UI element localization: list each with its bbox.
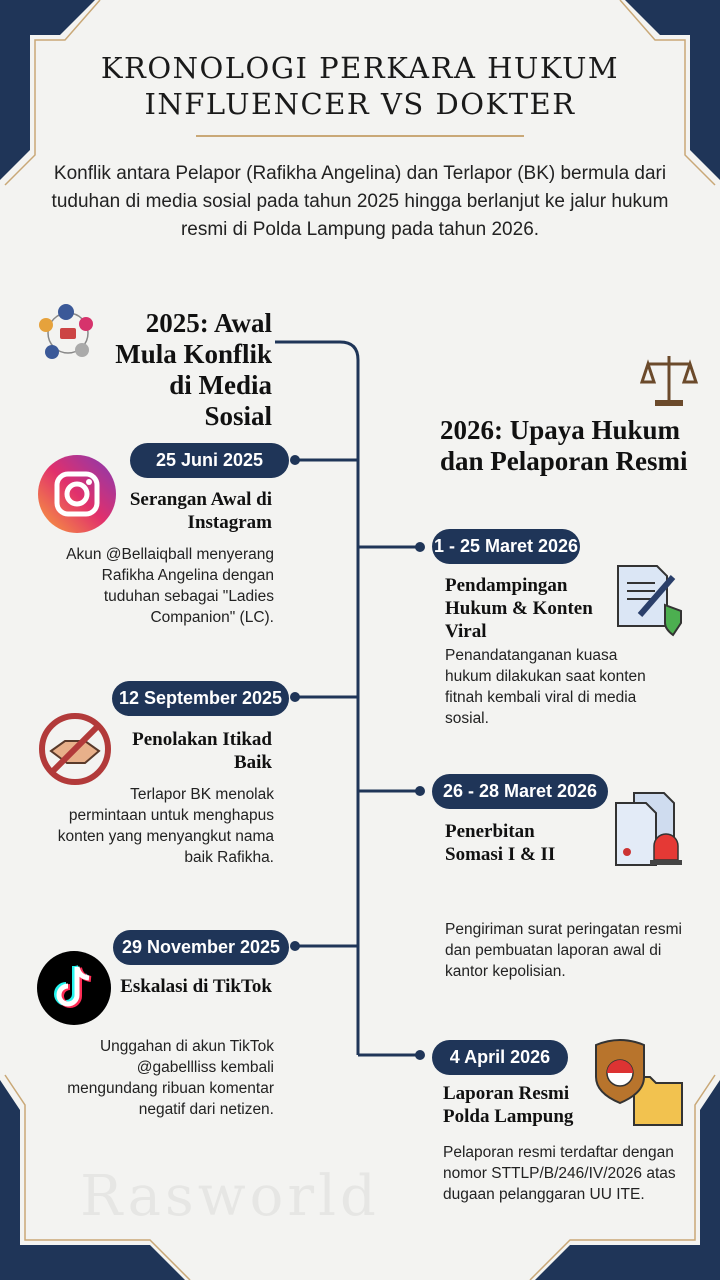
instagram-icon bbox=[38, 455, 116, 533]
event-description: Pelaporan resmi terdaftar dengan nomor STTLP/B/246/IV/2026 atas dugaan pelanggaran UU ITE. bbox=[443, 1144, 676, 1203]
timeline-dot bbox=[415, 542, 425, 552]
event-title: Penerbitan Somasi I & II bbox=[445, 821, 556, 865]
timeline-dot bbox=[290, 692, 300, 702]
no-handshake-icon bbox=[37, 711, 113, 787]
event-description: Penandatanganan kuasa hukum dilakukan saat konten fitnah kembali viral di media sosial. bbox=[445, 647, 646, 727]
title-line-2: INFLUENCER VS DOKTER bbox=[144, 87, 576, 121]
social-media-icon bbox=[36, 302, 100, 364]
section-2025-heading: 2025: Awal Mula Konflik di Media Sosial bbox=[115, 308, 272, 431]
event-description: Unggahan di akun TikTok @gabellliss kembali mengundang ribuan komentar negatif dari netizen. bbox=[67, 1038, 274, 1118]
tiktok-icon bbox=[37, 951, 111, 1025]
timeline-dot bbox=[290, 455, 300, 465]
event-date-pill: 4 April 2026 bbox=[432, 1040, 568, 1075]
event-description: Terlapor BK menolak permintaan untuk menghapus konten yang menyangkut nama baik Rafikha. bbox=[57, 786, 274, 866]
timeline-dot bbox=[290, 941, 300, 951]
police-badge-icon bbox=[590, 1037, 686, 1129]
signed-document-icon bbox=[615, 563, 687, 641]
intro-text: Konflik antara Pelapor (Rafikha Angelina) dan Terlapor (BK) bermula dari tuduhan di media sosial pada tahun 2025 hingga berlanjut ke jalur hukum resmi di Polda Lampung pada tahun 2026. bbox=[51, 163, 669, 240]
timeline-dot bbox=[415, 1050, 425, 1060]
event-title: Eskalasi di TikTok bbox=[120, 976, 272, 997]
scales-of-justice-icon bbox=[640, 350, 698, 410]
title-line-1: KRONOLOGI PERKARA HUKUM bbox=[100, 51, 620, 85]
event-date-pill: 12 September 2025 bbox=[112, 681, 289, 716]
event-description: Pengiriman surat peringatan resmi dan pembuatan laporan awal di kantor kepolisian. bbox=[445, 921, 682, 980]
event-description: Akun @Bellaiqball menyerang Rafikha Angelina dengan tuduhan sebagai "Ladies Companion" (LC). bbox=[66, 546, 274, 626]
event-date-pill: 1 - 25 Maret 2026 bbox=[432, 529, 580, 564]
event-date-pill: 29 November 2025 bbox=[113, 930, 289, 965]
timeline-dot bbox=[415, 786, 425, 796]
event-title: Penolakan Itikad Baik bbox=[132, 729, 272, 773]
watermark: Rasworld bbox=[80, 1164, 380, 1229]
event-title: Laporan Resmi Polda Lampung bbox=[443, 1083, 574, 1127]
warning-letter-icon bbox=[612, 790, 692, 870]
event-date-pill: 26 - 28 Maret 2026 bbox=[432, 774, 608, 809]
event-date-pill: 25 Juni 2025 bbox=[130, 443, 289, 478]
section-2026-heading: 2026: Upaya Hukum dan Pelaporan Resmi bbox=[440, 415, 688, 476]
event-title: Pendampingan Hukum & Konten Viral bbox=[445, 575, 593, 642]
event-title: Serangan Awal di Instagram bbox=[129, 489, 272, 533]
